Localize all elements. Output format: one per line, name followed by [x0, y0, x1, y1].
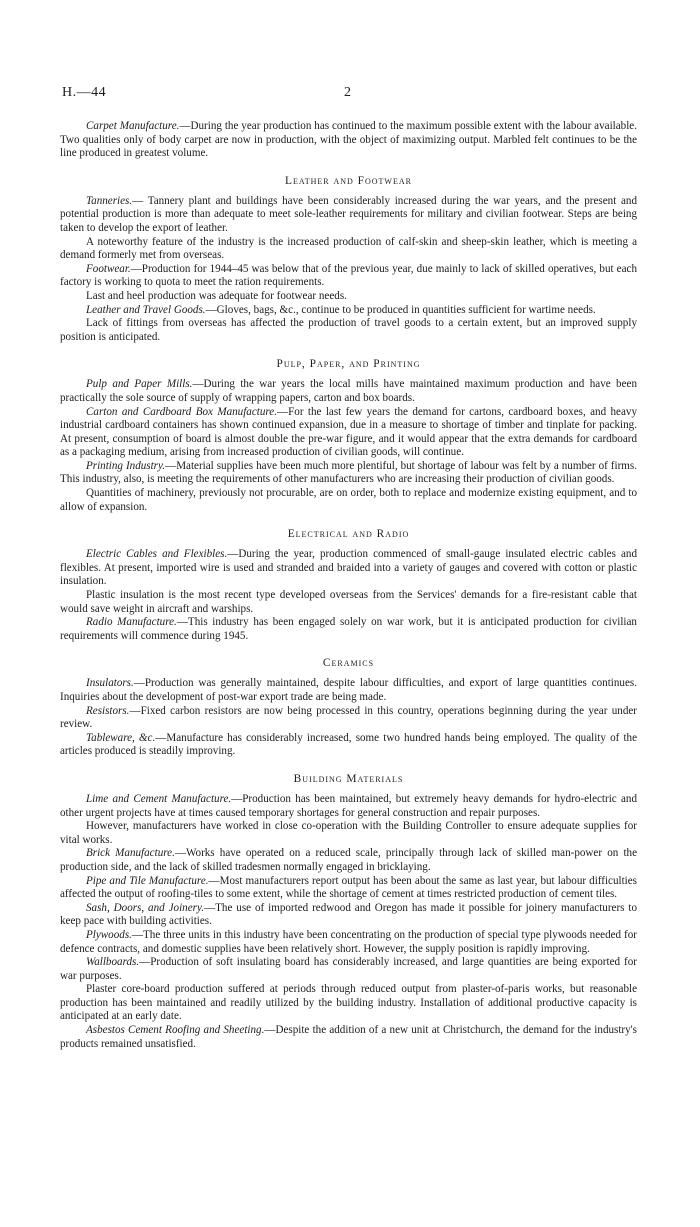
section-heading-building: Building Materials — [293, 772, 404, 785]
subhead-radio: Radio Manufacture. — [86, 616, 177, 629]
section-heading-pulp: Pulp, Paper, and Printing — [276, 358, 421, 371]
paragraph-asbestos: Asbestos Cement Roofing and Sheeting.—Despite the addition of a new unit at Christchurch, the demand for the industry's products remained unsatisfied. — [60, 1024, 637, 1050]
subhead-resistors: Resistors. — [86, 704, 130, 717]
subhead-tanneries: Tanneries. — [86, 194, 133, 207]
subhead-plywoods: Plywoods. — [86, 928, 132, 941]
paragraph-wallboards: Wallboards.—Production of soft insulating board has considerably increased, and large quantities are being exported for war purposes. — [60, 956, 637, 982]
paragraph-carton: Carton and Cardboard Box Manufacture.—For the last few years the demand for cartons, cardboard boxes, and heavy industrial cardboard containers has shown continued expansion, due in a measure to shortage of timber and tinplate for packing. At present, consumption of board is almost double the pre-war figure, and it would appear that the extra demands for cardboard as a packaging medium, arising from increased production of civilian goods, will continue. — [60, 405, 637, 459]
paragraph-pipe-tile: Pipe and Tile Manufacture.—Most manufacturers report output has been about the same as last year, but labour difficulties affected the output of roofing-tiles to some extent, while the shortage of cement at times restricted production of cement tiles. — [60, 874, 638, 901]
paragraph-calfskin: A noteworthy feature of the industry is the increased production of calf-skin and sheep-skin leather, which is meeting a demand formerly met from overseas. — [60, 235, 637, 262]
paragraph-plastic: Plastic insulation is the most recent type developed overseas from the Services' demands for a fire-resistant cable that would save weight in aircraft and warships. — [60, 589, 637, 615]
subhead-sash: Sash, Doors, and Joinery. — [86, 901, 205, 914]
page-header — [0, 86, 700, 104]
page-number: 2 — [344, 85, 351, 100]
paragraph-printing: Printing Industry.—Material supplies have been much more plentiful, but shortage of labour was felt by a number of firms. This industry, also, is meeting the requirements of other manufacturers who are increasing their production of civilian goods. — [60, 459, 637, 486]
subhead-asbestos: Asbestos Cement Roofing and Sheeting. — [86, 1024, 265, 1037]
paragraph-brick: Brick Manufacture.—Works have operated on a reduced scale, principally through lack of skilled man-power on the production side, and the lack of skilled tradesmen normally engaged in bricklaying. — [60, 847, 637, 873]
paragraph-travel-goods: Leather and Travel Goods.—Gloves, bags, &c., continue to be produced in quantities sufficient for wartime needs. — [86, 303, 596, 316]
subhead-paper-mills: Pulp and Paper Mills. — [86, 378, 193, 391]
section-heading-leather: Leather and Footwear — [285, 174, 412, 187]
paragraph-footwear: Footwear.—Production for 1944–45 was below that of the previous year, due mainly to lack of skilled operatives, but each factory is working to quota to meet the ration requirements. — [60, 262, 637, 289]
paragraph-plaster: Plaster core-board production suffered at periods through reduced output from plaster-of-paris works, but reasonable production has been maintained and readily utilized by the building industry. Installation of additional productive capacity is anticipated at an early date. — [60, 983, 637, 1023]
paragraph-last-heel: Last and heel production was adequate for footwear needs. — [86, 289, 347, 302]
subhead-lime-cement: Lime and Cement Manufacture. — [86, 792, 232, 805]
paragraph-insulators: Insulators.—Production was generally maintained, despite labour difficulties, and export of large quantities continues. Inquiries about the development of post-war export trade are being made. — [60, 677, 637, 703]
paragraph-machinery: Quantities of machinery, previously not procurable, are on order, both to replace and modernize existing equipment, and to allow of expansion. — [60, 487, 637, 513]
paragraph-cables: Electric Cables and Flexibles.—During the year, production commenced of small-gauge insulated electric cables and flexibles. At present, imported wire is used and stranded and braided into a variety of gauges and covered with cotton or plastic insulation. — [60, 548, 637, 588]
subhead-carton: Carton and Cardboard Box Manufacture. — [86, 405, 278, 418]
paragraph-tanneries: Tanneries.— Tannery plant and buildings have been considerably increased during the war years, and the present and potential production is more than adequate to meet sole-leather requirements for military and civilian footwear. Steps are being taken to develop the export of leather. — [60, 194, 637, 234]
subhead-insulators: Insulators. — [86, 677, 134, 690]
subhead-pipe-tile: Pipe and Tile Manufacture. — [86, 874, 209, 887]
paragraph-fittings: Lack of fittings from overseas has affected the production of travel goods to a certain extent, but an improved supply position is anticipated. — [60, 317, 637, 343]
subhead-printing: Printing Industry. — [86, 459, 166, 472]
document-reference: H.—44 — [62, 85, 107, 100]
subhead-wallboards: Wallboards. — [86, 956, 140, 969]
subhead-tableware: Tableware, &c. — [86, 731, 156, 744]
section-heading-electrical: Electrical and Radio — [287, 528, 410, 541]
paragraph-resistors: Resistors.—Fixed carbon resistors are now being processed in this country, operations beginning during the year under review. — [60, 704, 637, 731]
paragraph-sash: Sash, Doors, and Joinery.—The use of imported redwood and Oregon has made it possible for joinery manufacturers to keep pace with building activities. — [60, 901, 637, 928]
paragraph-radio: Radio Manufacture.—This industry has been engaged solely on war work, but it is anticipated production for civilian requirements will commence during 1945. — [60, 616, 637, 642]
paragraph-lime-cement: Lime and Cement Manufacture.—Production has been maintained, but extremely heavy demands for hydro-electric and other urgent projects have at times caused temporary shortages for general construction and repair purposes. — [60, 792, 637, 819]
subhead-footwear: Footwear. — [86, 262, 131, 275]
subhead-cables: Electric Cables and Flexibles. — [86, 548, 228, 561]
paragraph-carpet: Carpet Manufacture.—During the year production has continued to the maximum possible extent with the labour available. Two qualities only of body carpet are now in production, with the object of maximizing output. Marbled felt continues to be the line produced in greatest volume. — [60, 120, 637, 160]
paragraph-however: However, manufacturers have worked in close co-operation with the Building Controller to ensure adequate supplies for vital works. — [60, 820, 637, 846]
paragraph-plywoods: Plywoods.—The three units in this industry have been concentrating on the production of special type plywoods needed for defence contracts, and domestic supplies have been relatively short. However, the supply position is rapidly improving. — [60, 928, 637, 955]
subhead-brick: Brick Manufacture. — [86, 847, 175, 860]
document-body — [60, 120, 637, 1051]
paragraph-tableware: Tableware, &c.—Manufacture has considerably increased, some two hundred hands being employed. The quality of the articles produced is steadily improving. — [60, 731, 637, 758]
subhead-travel-goods: Leather and Travel Goods. — [86, 303, 206, 316]
paragraph-paper-mills: Pulp and Paper Mills.—During the war years the local mills have maintained maximum production and have been practically the sole source of supply of wrapping papers, carton and box boards. — [60, 378, 637, 404]
section-heading-ceramics: Ceramics — [322, 657, 375, 670]
subhead-carpet: Carpet Manufacture. — [86, 120, 180, 132]
